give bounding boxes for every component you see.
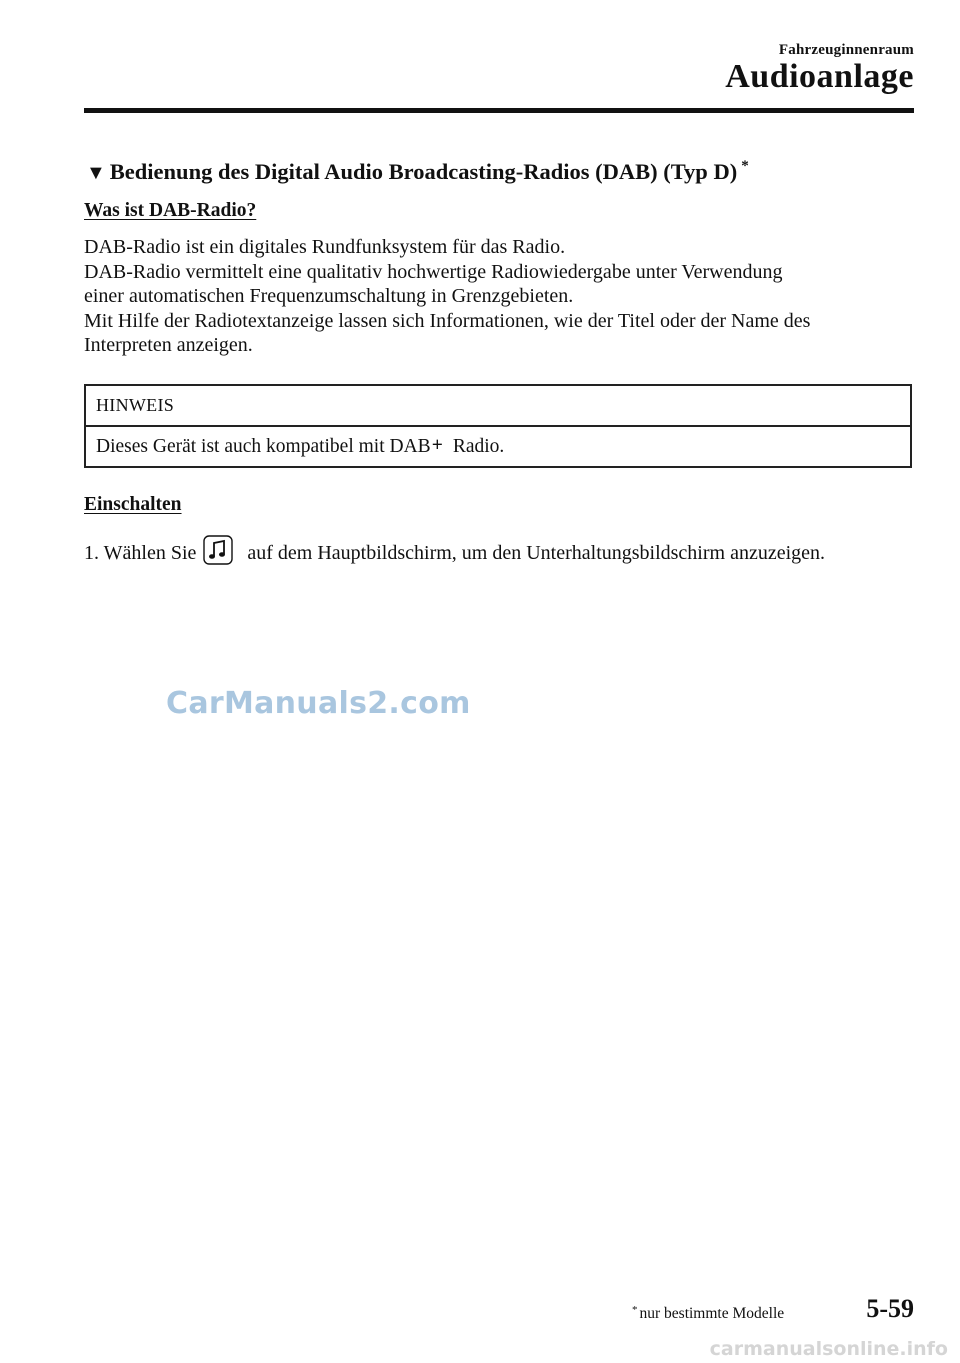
footnote — [632, 1304, 784, 1323]
subheading-what-is-dab: Was ist DAB-Radio? — [84, 200, 257, 221]
text-line: DAB-Radio ist ein digitales Rundfunksystem für das Radio. — [84, 236, 566, 258]
footnote-star: * — [741, 158, 749, 174]
subheading-einschalten: Einschalten — [84, 494, 182, 515]
triangle-marker-icon: ▼ — [86, 162, 106, 184]
text-line: Interpreten anzeigen. — [84, 334, 253, 356]
note-label: HINWEIS — [96, 395, 175, 415]
running-header-chapter: Fahrzeuginnenraum — [778, 42, 914, 58]
section-title-text: Bedienung des Digital Audio Broadcasting-Radios (DAB) (Typ D) — [109, 159, 738, 184]
carmanuals-watermark: CarManuals2.com — [166, 686, 471, 721]
page-number: 5-59 — [866, 1294, 914, 1323]
plus-icon: + — [431, 435, 443, 456]
note-text — [96, 436, 504, 458]
footnote-text: nur bestimmte Modelle — [639, 1305, 785, 1322]
note-box — [84, 384, 912, 468]
note-divider — [86, 425, 910, 427]
music-note-icon — [203, 535, 233, 565]
text-line: einer automatischen Frequenzumschaltung in Grenzgebieten. — [84, 285, 574, 307]
text-line: DAB-Radio vermittelt eine qualitativ hochwertige Radiowiedergabe unter Verwendung — [84, 260, 783, 283]
section-title — [86, 158, 749, 185]
running-header-section: Audioanlage — [725, 58, 914, 95]
text-line: Mit Hilfe der Radiotextanzeige lassen sich Informationen, wie der Titel oder der Name des — [84, 309, 811, 332]
header-rule — [84, 108, 914, 113]
footnote-star: * — [632, 1304, 638, 1316]
note-text-after: Radio. — [452, 436, 505, 457]
step-text-before: Wählen Sie — [103, 542, 197, 564]
note-text-before: Dieses Gerät ist auch kompatibel mit DAB — [96, 436, 431, 457]
site-watermark: carmanualsonline.info — [709, 1338, 948, 1360]
dab-description — [84, 235, 920, 358]
step-1 — [84, 535, 825, 565]
step-text-after: auf dem Hauptbildschirm, um den Unterhaltungsbildschirm anzuzeigen. — [247, 542, 826, 564]
step-number: 1. — [84, 542, 99, 564]
